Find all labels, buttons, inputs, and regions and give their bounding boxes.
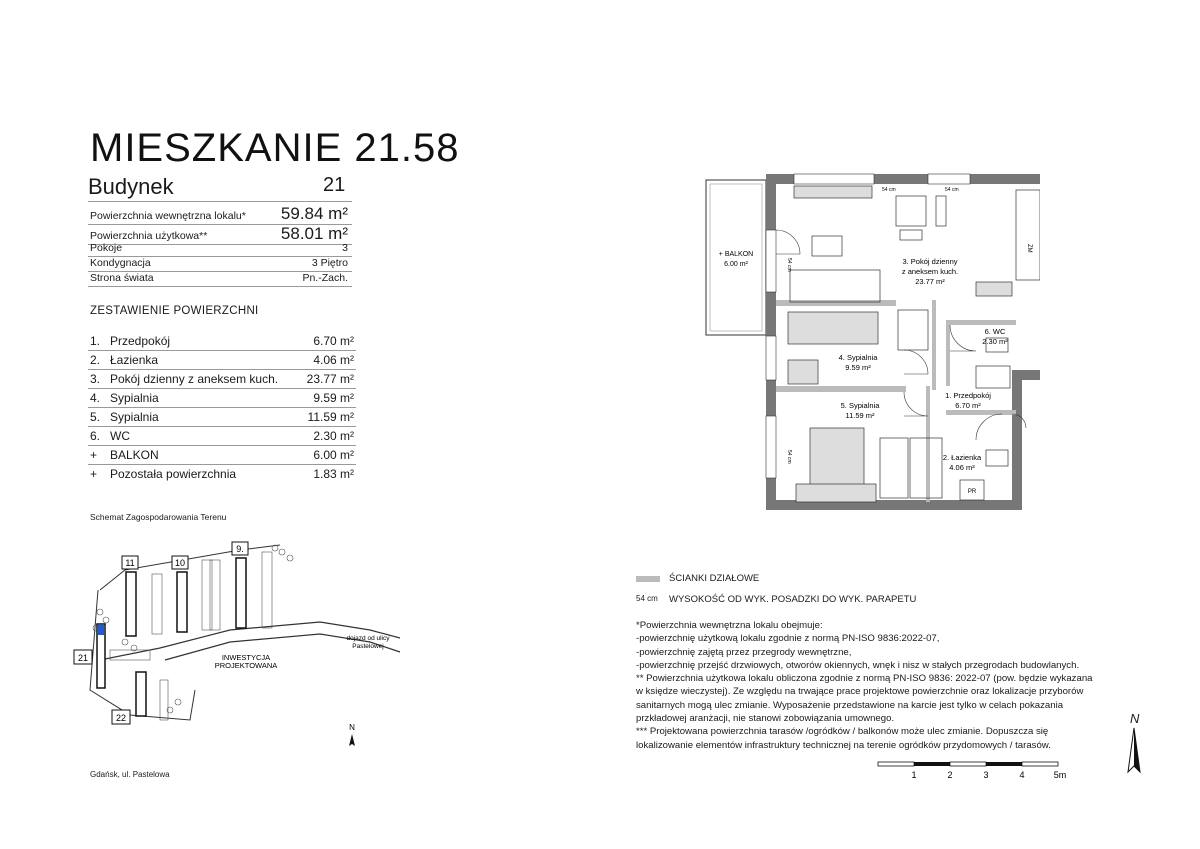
- scale-tick: 2: [947, 770, 953, 780]
- room-area-bathroom: 4.06 m²: [949, 463, 975, 472]
- room-label-hall: 1. Przedpokój: [945, 391, 991, 400]
- room-area-bedroom4: 9.59 m²: [845, 363, 871, 372]
- sill-height-label: 54 cm: [945, 187, 959, 193]
- detail-label: Kondygnacja: [90, 257, 151, 269]
- access-label: Pastelowej: [352, 643, 384, 650]
- detail-row: [88, 204, 352, 225]
- room-row: [88, 408, 356, 427]
- room-area: 6.70 m²: [313, 334, 354, 348]
- sill-height-label: 54 cm: [882, 187, 896, 193]
- room-number: 4.: [90, 391, 101, 405]
- room-label-wc: 6. WC: [984, 327, 1006, 336]
- room-label-bathroom: 2. Łazienka: [942, 453, 982, 462]
- room-area-bedroom5: 11.59 m²: [845, 411, 875, 420]
- room-row: [88, 446, 356, 465]
- detail-value: Pn.-Zach.: [302, 272, 348, 284]
- building-label-11: 11: [125, 558, 135, 568]
- notes: [636, 619, 1166, 752]
- floor-plan: [700, 170, 1040, 515]
- note-line: w księdze wieczystej). Ze względu na trwające prace projektowe powierzchnie oraz lokalizacje przyborów: [636, 686, 1084, 698]
- note-line: *Powierzchnia wewnętrzna lokalu obejmuje:: [636, 620, 823, 631]
- detail-row: [88, 242, 352, 257]
- room-label-living: 3. Pokój dzienny: [902, 257, 958, 266]
- scale-tick: 3: [983, 770, 989, 780]
- building-label: Budynek: [88, 174, 174, 199]
- building-label-10: 10: [174, 558, 186, 568]
- detail-label: Strona świata: [90, 272, 154, 284]
- room-row: [88, 389, 356, 408]
- detail-value: 58.01 m²: [280, 224, 348, 243]
- room-row: [88, 370, 356, 389]
- room-area: 2.30 m²: [313, 429, 354, 443]
- note-line: -powierzchnię przejść drzwiowych, otworów okiennych, wnęk i nisz w stałych przegrodach budowlanych.: [636, 659, 1080, 671]
- divider: [88, 201, 352, 202]
- access-label: dojazd od ulicy: [346, 635, 390, 642]
- dryer-label: PR: [967, 489, 977, 495]
- room-name: BALKON: [110, 448, 159, 462]
- room-number: 3.: [90, 372, 101, 386]
- building-10: [177, 572, 187, 632]
- room-row: [88, 351, 356, 370]
- note-line: lokalizowanie elementów infrastruktury technicznej na terenie ogródków przydomowych / tarasów.: [636, 739, 1051, 751]
- building-11: [126, 572, 136, 636]
- summary-title: ZESTAWIENIE POWIERZCHNI: [90, 305, 259, 317]
- detail-label: Pokoje: [90, 242, 123, 254]
- room-name: Pozostała powierzchnia: [110, 467, 237, 481]
- room-area-living: 23.77 m²: [915, 277, 945, 286]
- road-label: PROJEKTOWANA: [214, 661, 278, 670]
- building-22: [136, 672, 146, 716]
- trees: [93, 545, 293, 713]
- room-label-living: z aneksem kuch.: [901, 267, 959, 276]
- detail-value: 3: [342, 242, 348, 254]
- room-number: 6.: [90, 429, 101, 443]
- room-area: 9.59 m²: [313, 391, 354, 405]
- balcony-area: 6.00 m²: [724, 261, 748, 268]
- room-number: +: [90, 467, 98, 481]
- legend-walls: ŚCIANKI DZIAŁOWE: [669, 573, 760, 584]
- sill-height-label: 54 cm: [786, 258, 792, 272]
- room-number: +: [90, 448, 98, 462]
- room-name: WC: [110, 429, 130, 443]
- room-number: 5.: [90, 410, 101, 424]
- site-plan-label: Schemat Zagospodarowania Terenu: [90, 512, 227, 522]
- scale-tick: 1: [911, 770, 917, 780]
- room-name: Sypialnia: [110, 410, 159, 424]
- note-line: -powierzchnię użytkową lokalu zgodnie z normą PN-ISO 9836:2022-07,: [636, 633, 940, 645]
- room-name: Pokój dzienny z aneksem kuch.: [110, 372, 279, 386]
- room-area-wc: 2.30 m²: [982, 337, 1008, 346]
- room-area: 4.06 m²: [313, 353, 354, 367]
- note-line: -powierzchnię zajętą przez przegrody wewnętrzne,: [636, 646, 852, 658]
- room-name: Łazienka: [110, 353, 159, 367]
- room-name: Sypialnia: [110, 391, 159, 405]
- room-name: Przedpokój: [110, 334, 171, 348]
- building-label-9: 9.: [236, 544, 244, 554]
- room-row: [88, 427, 356, 446]
- room-area: 11.59 m²: [307, 410, 354, 424]
- note-line: *** Projektowana powierzchnia tarasów /ogródków / balkonów może ulec zmianie. Dopuszcza się: [636, 726, 1049, 738]
- room-number: 1.: [90, 334, 101, 348]
- partition-wall-swatch: [636, 576, 660, 582]
- page-title: MIESZKANIE 21.58: [90, 126, 460, 170]
- room-number: 2.: [90, 353, 101, 367]
- scale-tick: 5m: [1053, 770, 1067, 780]
- room-row: [88, 465, 356, 483]
- detail-label: Powierzchnia użytkowa**: [90, 230, 208, 242]
- room-area: 6.00 m²: [313, 448, 354, 462]
- balcony-label: + BALKON: [718, 251, 754, 258]
- room-label-bedroom5: 5. Sypialnia: [840, 401, 880, 410]
- building-9: [236, 558, 246, 628]
- building-label-22: 22: [115, 713, 127, 723]
- north-label: N: [349, 723, 355, 732]
- sill-height-icon: 54 cm: [636, 594, 658, 603]
- building-label-21: 21: [77, 653, 89, 663]
- room-area: 23.77 m²: [306, 372, 354, 386]
- address: Gdańsk, ul. Pastelowa: [90, 770, 170, 779]
- scale-bar: [876, 760, 1076, 784]
- scale-tick: 4: [1019, 770, 1025, 780]
- note-line: sanitarnych mogą ulec zmianie. Wyposażenie przedstawione na karcie jest tylko w celach pokazania: [636, 699, 1064, 711]
- room-label-bedroom4: 4. Sypialnia: [838, 353, 878, 362]
- detail-value: 3 Piętro: [311, 257, 348, 269]
- road-label: INWESTYCJA: [221, 653, 271, 662]
- detail-value: 59.84 m²: [280, 204, 348, 223]
- washing-machine-label: ZM: [1026, 244, 1032, 253]
- north-label: N: [1130, 711, 1140, 726]
- north-arrow-icon: [349, 734, 355, 746]
- room-area: 1.83 m²: [313, 467, 354, 481]
- detail-row: [88, 272, 352, 287]
- site-plan: [70, 530, 430, 760]
- room-area-hall: 6.70 m²: [955, 401, 981, 410]
- detail-row: [88, 257, 352, 272]
- detail-label: Powierzchnia wewnętrzna lokalu*: [90, 210, 246, 222]
- legend-sill: WYSOKOŚĆ OD WYK. POSADZKI DO WYK. PARAPETU: [669, 594, 917, 605]
- room-row: [88, 332, 356, 351]
- note-line: ** Powierzchnia użytkowa lokalu obliczona zgodnie z normą PN-ISO 9836: 2022-07 (pow. będzie wykazana: [636, 673, 1093, 685]
- apartment-highlight: [98, 625, 104, 635]
- sill-height-label: 54 cm: [786, 450, 792, 464]
- note-line: przkładowej aranżacji, nie stanowi zobowiązania umownego.: [636, 713, 895, 725]
- building-value: 21: [323, 174, 346, 196]
